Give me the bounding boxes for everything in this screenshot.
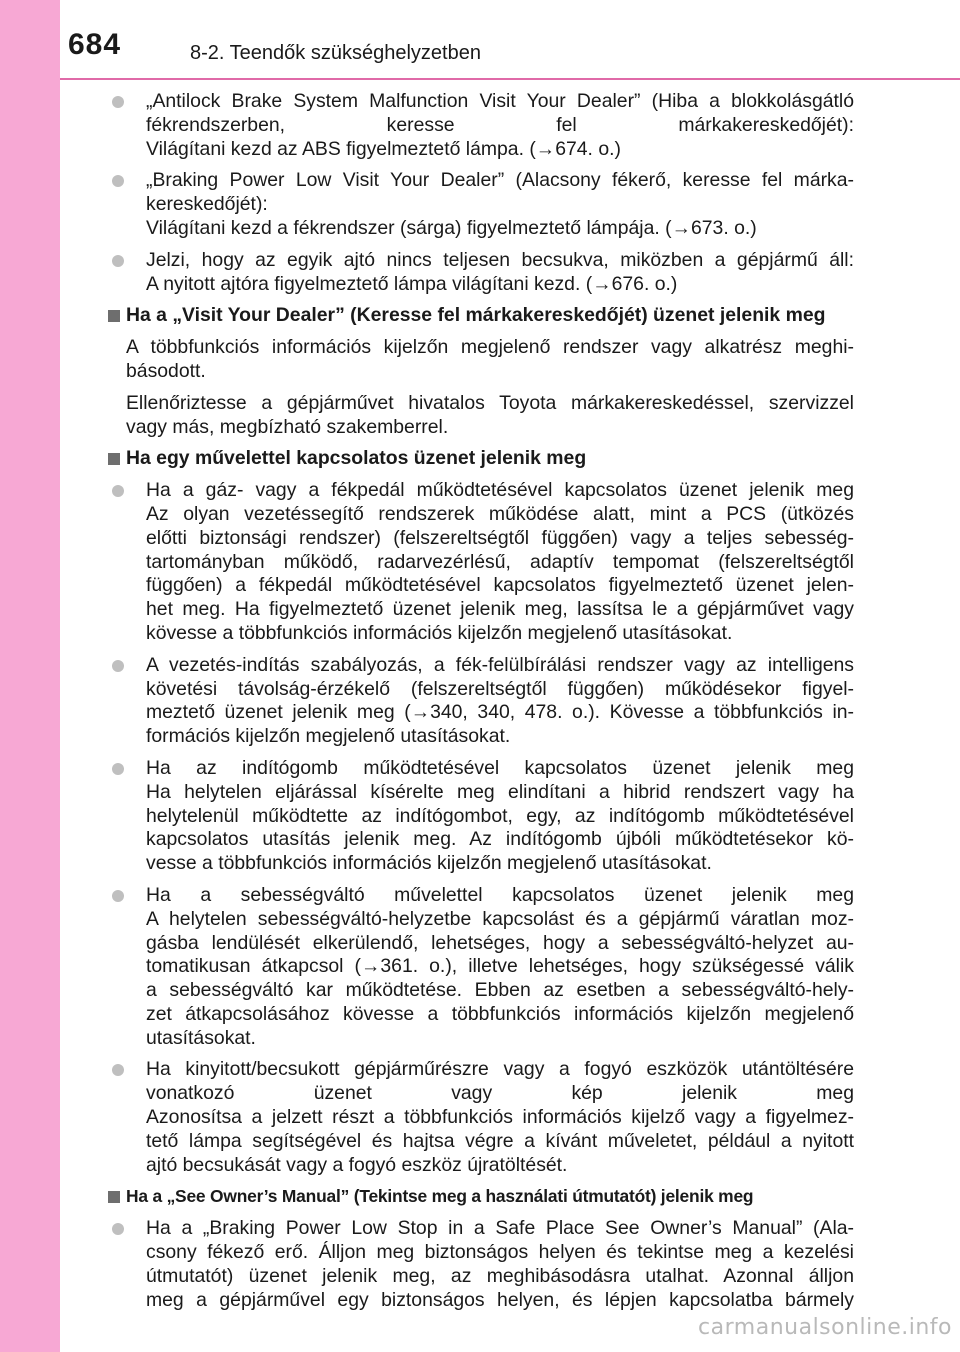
bullet-item [108,654,854,749]
side-color-strip [0,0,60,1352]
bullet-item [108,249,854,297]
text-line: A többfunkciós információs kijelzőn megjelenő rendszer vagy alkatrész meghi- [126,336,854,359]
bullet-item [108,884,854,1051]
text-line: Az olyan vezetéssegítő rendszerek működése alatt, mint a PCS (ütközés [146,502,854,525]
text-line: a sebességváltó kar működtetése. Ebben az esetben a sebességváltó-hely- [146,979,854,1002]
text-line: Ha az indítógomb működtetésével kapcsolatos üzenet jelenik meg [146,756,854,779]
bullet-item [108,757,854,876]
text-line: Azonosítsa a jelzett részt a többfunkciós információs kijelző vagy a figyelmez- [146,1106,854,1129]
text-line: gásba lendülését elkerülendő, lehetséges, hogy a sebességváltó-helyzet au- [146,931,854,954]
section-heading: Ha egy művelettel kapcsolatos üzenet jelenik meg [108,447,854,471]
text-line: kereskedőjét): [146,193,268,216]
text-line: Világítani kezd az ABS figyelmeztető lámpa. (→674. o.) [146,137,621,160]
header-divider [60,78,960,80]
text-line: útmutatót) üzenet jelenik meg, az meghibásodásra utalhat. Azonnal álljon [146,1264,854,1287]
text-line: tartományban működő, radarvezérlésű, adaptív tempomat (felszereltségtől [146,550,854,573]
text-line: A helytelen sebességváltó-helyzetbe kapcsolást és a gépjármű váratlan moz- [146,907,854,930]
text-line: Ha helytelen eljárással kísérelte meg elindítani a hibrid rendszert vagy ha [146,780,854,803]
text-line: csony fékező erő. Álljon meg biztonságos helyen és tekintse meg a kezelési [146,1241,854,1264]
text-line: tető lámpa segítségével és hajtsa végre a kívánt műveletet, például a nyitott [146,1129,854,1152]
watermark: carmanualsonline.info [698,1315,952,1340]
bullet-item [108,90,854,161]
bullet-item [108,1058,854,1177]
page-header [60,0,960,80]
text-line: helytelenül működtette az indítógombot, egy, az indítógomb működtetésével [146,804,854,827]
text-line: vagy más, megbízható szakemberrel. [126,415,449,438]
text-line: követési távolság-érzékelő (felszereltségtől függően) működésekor figyel- [146,677,854,700]
text-line: Ha kinyitott/becsukott gépjárműrészre vagy a fogyó eszközök utántöltésére [146,1058,854,1081]
bullet-item [108,169,854,240]
text-line: Jelzi, hogy az egyik ajtó nincs teljesen becsukva, miközben a gépjármű áll: [146,248,854,271]
text-line: vesse a többfunkciós információs kijelzőn megjelenő utasításokat. [146,852,712,875]
page-body [108,90,854,1320]
text-line: meg a gépjárművel egy biztonságos helyen, és lépjen kapcsolatba bármely [146,1288,854,1311]
text-line: kapcsolatos utasítás jelenik meg. Az indítógomb újbóli működtetésekor kö- [146,828,854,851]
text-line: „Antilock Brake System Malfunction Visit Your Dealer” (Hiba a blokkolásgátló [146,90,854,112]
text-line: básodott. [126,359,206,382]
text-line: előtti biztonsági rendszer) (felszereltségtől függően) vagy a teljes sebesség- [146,526,854,549]
page-number: 684 [68,28,122,61]
chapter-title: 8-2. Teendők szükséghelyzetben [190,42,481,64]
text-line: vonatkozó üzenet vagy kép jelenik meg [146,1082,854,1105]
text-line: Ha a sebességváltó művelettel kapcsolatos üzenet jelenik meg [146,883,854,906]
text-line: kövesse a többfunkciós információs kijelzőn megjelenő utasításokat. [146,621,733,644]
text-line: fékrendszerben, keresse fel márkakereskedőjét): [146,113,854,136]
text-line: zet átkapcsolásához kövesse a többfunkciós információs kijelzőn megjelenő [146,1002,854,1025]
text-line: „Braking Power Low Visit Your Dealer” (Alacsony fékerő, keresse fel márka- [146,169,854,192]
text-line: Ha a „Braking Power Low Stop in a Safe Place See Owner’s Manual” (Ala- [146,1217,854,1240]
bullet-item [108,479,854,646]
text-line: utasításokat. [146,1026,256,1049]
text-line: A nyitott ajtóra figyelmeztető lámpa világítani kezd. (→676. o.) [146,272,678,295]
text-line: formációs kijelzőn megjelenő utasításokat. [146,725,511,748]
text-line: Ha a gáz- vagy a fékpedál működtetésével kapcsolatos üzenet jelenik meg [146,479,854,502]
bullet-item [108,1217,854,1312]
text-line: függően) a fékpedál működtetésével kapcsolatos figyelmeztető üzenet jelen- [146,574,854,597]
paragraph [108,392,854,440]
text-line: Ellenőriztesse a gépjárművet hivatalos Toyota márkakereskedéssel, szervizzel [126,391,854,414]
paragraph [108,336,854,384]
text-line: Világítani kezd a fékrendszer (sárga) figyelmeztető lámpája. (→673. o.) [146,216,757,239]
text-line: tomatikusan átkapcsol (→361. o.), illetve lehetséges, hogy szükségessé válik [146,955,854,978]
text-line: meztető üzenet jelenik meg (→340, 340, 478. o.). Kövesse a többfunkciós in- [146,701,854,724]
text-line: ajtó becsukását vagy a fogyó eszköz újratöltését. [146,1153,568,1176]
section-heading: Ha a „Visit Your Dealer” (Keresse fel márkakereskedőjét) üzenet jelenik meg [108,304,854,328]
section-heading: Ha a „See Owner’s Manual” (Tekintse meg a használati útmutatót) jelenik meg [108,1185,854,1209]
text-line: het meg. Ha figyelmeztető üzenet jelenik meg, lassítsa le a gépjárművet vagy [146,598,854,621]
text-line: A vezetés-indítás szabályozás, a fék-felülbírálási rendszer vagy az intelligens [146,653,854,676]
